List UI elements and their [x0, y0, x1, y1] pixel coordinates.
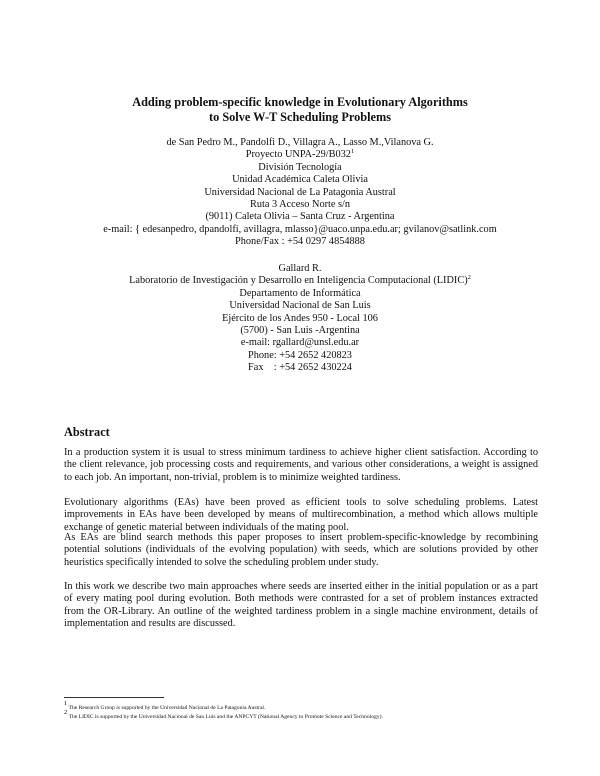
university: Universidad Nacional de La Patagonia Austral	[204, 186, 396, 198]
footnotes	[64, 700, 544, 721]
city-address: (9011) Caleta Olivia – Santa Cruz - Argentina	[205, 211, 395, 223]
abstract-paragraph-4: In this work we describe two main approaches where seeds are inserted either in the initial population or as a part of every mating pool during evolution. Both methods were contrasted for a set of problem instances extracted from the OR-Library. An outline of the weighted tardiness problem in a single machine environment, details of implementation and results are discussed.	[64, 581, 538, 629]
author-2: Gallard R.	[278, 263, 322, 274]
fax-2: Fax : +54 2652 430224	[248, 362, 352, 374]
abstract-paragraph-3: As EAs are blind search methods this paper proposes to insert problem-specific-knowledge by recombining potential solutions (individuals of the evolving population) with seeds, which are solutions provided by other heuristics specifically intended to solve the scheduling problem under study.	[64, 532, 538, 568]
footnote-2-mark: 2	[64, 708, 68, 716]
footnote-1-text: The Research Group is supported by the Universidad Nacional de La Patagonia Austral.	[68, 705, 266, 711]
academic-unit: Unidad Académica Caleta Olivia	[232, 174, 368, 186]
phone-2: Phone: +54 2652 420823	[248, 349, 352, 361]
project: Proyecto UNPA-29/B032	[245, 149, 351, 161]
footnote-1-mark: 1	[64, 700, 68, 707]
street-address-2: Ejército de los Andes 950 - Local 106	[222, 312, 378, 324]
footnote-1	[64, 700, 544, 713]
footnote-2-text: The LIDIC is supported by the Universidad Nacional de San Luis and the ANPCYT (National Agency to Promote Science and Technology).	[68, 713, 383, 720]
email-2: e-mail: rgallard@unsl.edu.ar	[240, 337, 360, 349]
abstract-paragraph-2: Evolutionary algorithms (EAs) have been proved as efficient tools to solve scheduling problems. Latest improvements in EAs have been developed by means of multirecombination, a method which allows multiple exchange of genetic material between individuals of the mating pool.	[64, 497, 538, 533]
lab-line	[40, 275, 560, 287]
footnote-ref-2: 2	[467, 274, 471, 282]
title-line-2: to Solve W-T Scheduling Problems	[209, 110, 391, 124]
department: Departamento de Informática	[239, 287, 361, 299]
title-line-1: Adding problem-specific knowledge in Evolutionary Algorithms	[132, 95, 468, 109]
authors: de San Pedro M., Pandolfi D., Villagra A., Lasso M.,Vilanova G.	[166, 137, 434, 148]
project-line	[40, 149, 560, 161]
phone-fax: Phone/Fax : +54 0297 4854888	[235, 236, 365, 248]
footnote-divider	[64, 697, 164, 698]
division: División Tecnología	[258, 161, 342, 173]
affiliation-block-1	[40, 137, 560, 249]
paper-title	[60, 95, 540, 125]
lab-name: Laboratorio de Investigación y Desarrollo en Inteligencia Computacional (LIDIC)	[129, 275, 468, 287]
affiliation-block-2	[40, 263, 560, 375]
street-address: Ruta 3 Acceso Norte s/n	[249, 199, 351, 211]
university-2: Universidad Nacional de San Luis	[229, 300, 371, 312]
email-line: e-mail: { edesanpedro, dpandolfi, avillagra, mlasso}@uaco.unpa.edu.ar; gvilanov@satlink.com	[103, 223, 497, 235]
abstract-heading: Abstract	[64, 425, 110, 439]
footnote-ref-1: 1	[350, 148, 355, 156]
city-address-2: (5700) - San Luis -Argentina	[240, 325, 360, 337]
abstract-paragraph-1: In a production system it is usual to stress minimum tardiness to achieve higher client satisfaction. According to the client relevance, job processing costs and requirements, and various other considerations, a weight is assigned to each job. An important, non-trivial, problem is to minimize weighted tardiness.	[64, 447, 538, 483]
